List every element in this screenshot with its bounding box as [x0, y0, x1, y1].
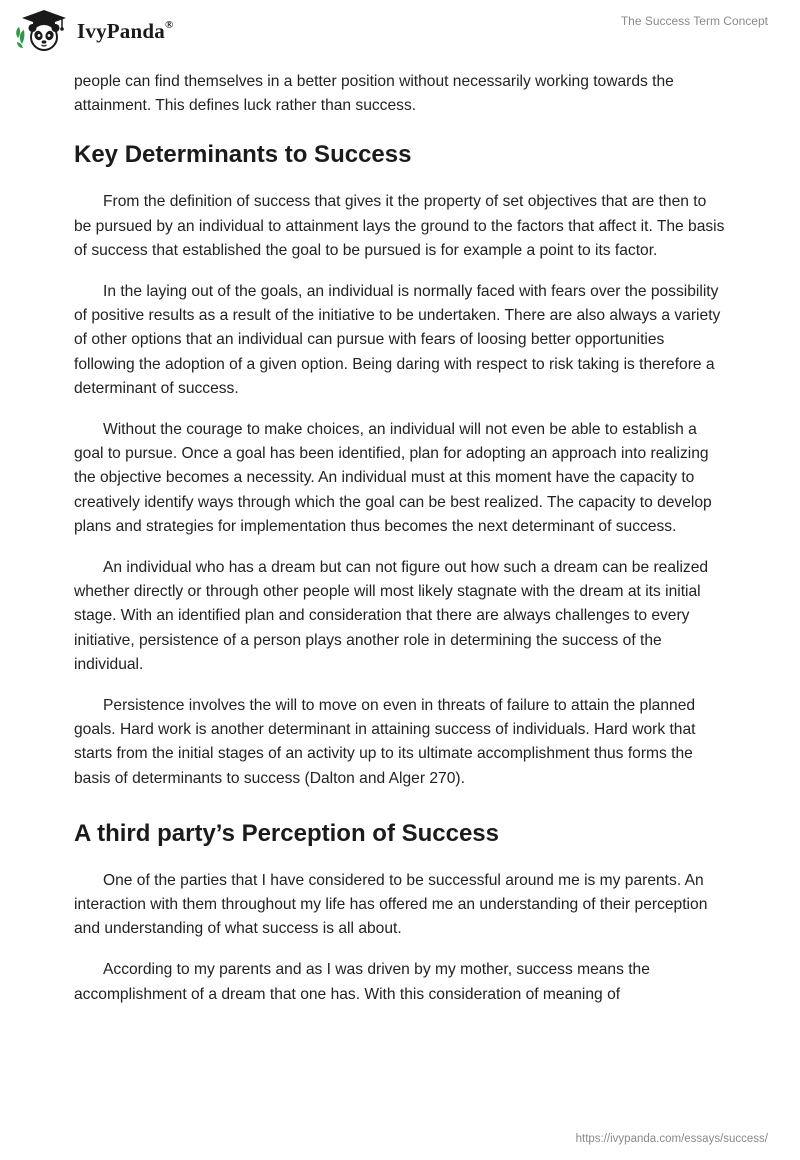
paragraph: Persistence involves the will to move on even in threats of failure to attain the planned goals. Hard work is another determinant in attaining success of individuals. Hard work that starts from the initial stages of an activity up to its ultimate accomplishment thus forms the basis of determinants to success (Dalton and Alger 270).: [74, 697, 696, 787]
paragraph: One of the parties that I have considered to be successful around me is my parents. An interaction with them throughout my life has offered me an understanding of their perception and understanding of what success is all about.: [74, 871, 708, 938]
ivypanda-logo[interactable]: [14, 8, 173, 52]
essay-content: [74, 70, 726, 1024]
paragraph: In the laying out of the goals, an individual is normally faced with fears over the possibility of positive results as a result of the initiative to be undertaken. There are also always a variety of other options that an individual can pursue with fears of loosing better opportunities following the adoption of a given option. Being daring with respect to risk taking is therefore a determinant of success.: [74, 283, 721, 397]
paragraph: From the definition of success that gives it the property of set objectives that are then to be pursued by an individual to attainment lays the ground to the factors that affect it. The basis of success that established the goal to be pursued is for example a point to its factor.: [74, 193, 725, 259]
logo-wordmark: IvyPanda: [77, 18, 165, 43]
registered-mark: ®: [164, 18, 174, 31]
intro-paragraph: people can find themselves in a better position without necessarily working towards the attainment. This defines luck rather than success.: [74, 73, 674, 115]
paragraph: An individual who has a dream but can not figure out how such a dream can be realized whether directly or through other people will most likely stagnate with the dream at its initial stage. With an identified plan and consideration that there are always challenges to every initiative, persistence of a person plays another role in determining the success of the individual.: [74, 559, 709, 673]
source-url-link[interactable]: https://ivypanda.com/essays/success/: [575, 1133, 768, 1145]
paragraph: According to my parents and as I was driven by my mother, success means the accomplishment of a dream that one has. With this consideration of meaning of: [74, 961, 650, 1003]
section-heading-third-party: A third party’s Perception of Success: [74, 819, 500, 847]
paragraph: Without the courage to make choices, an individual will not even be able to establish a goal to pursue. Once a goal has been identified, plan for adopting an approach into realizing the objective becomes a necessity. An individual must at this moment have the capacity to creatively identify ways through which the goal can be best realized. The capacity to develop plans and strategies for implementation thus becomes the next determinant of success.: [74, 421, 712, 535]
section-heading-key-determinants: Key Determinants to Success: [74, 141, 412, 169]
panda-graduate-icon: [14, 8, 74, 52]
logo-text: [77, 19, 173, 44]
document-title: The Success Term Concept: [620, 14, 768, 28]
page-header: [0, 0, 800, 60]
